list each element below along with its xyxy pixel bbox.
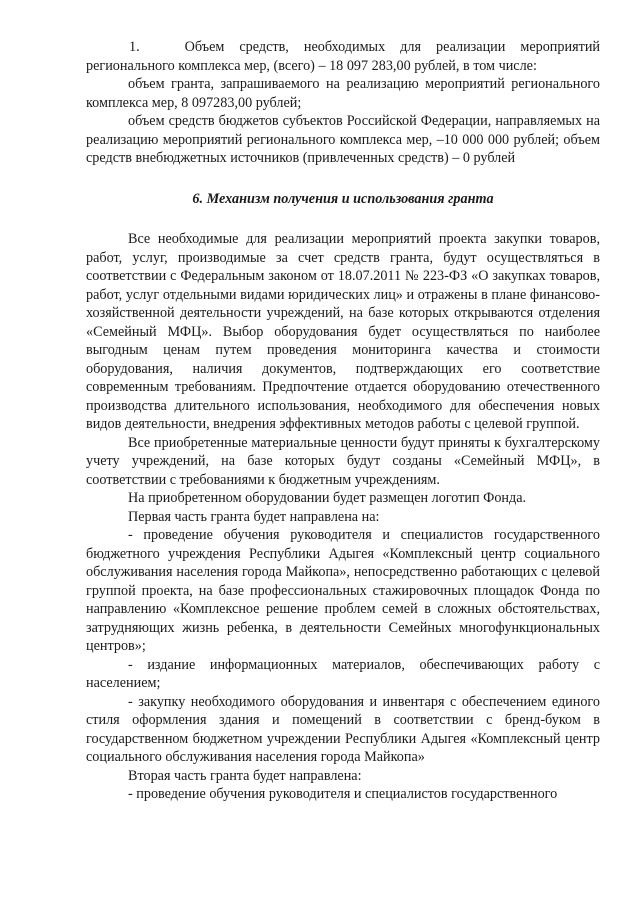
paragraph-logo: На приобретенном оборудовании будет размещен логотип Фонда. — [128, 490, 527, 506]
paragraph-training: - проведение обучения руководителя и специалистов государственного бюджетного учреждения Республики Адыгея «Комплексный центр социального обслуживания населения города Майкопа», непосредственно работающих с целевой группой проекта, на базе профессиональных стажировочных площадок Фонда по направлению «Комплексное решение проблем семей в сложных обстоятельствах, затрудняющих жизнь ребенка, в деятельности Семейных многофункциональных центров»; — [86, 527, 600, 654]
paragraph-procurement: Все необходимые для реализации мероприятий проекта закупки товаров, работ, услуг, производимые за счет средств гранта, будут осуществляться в соответствии с Федеральным законом от 18.07.2011 № 223-ФЗ «О закупках товаров, работ, услуг отдельными видами юридических лиц» и отражены в плане финансово-хозяйственной деятельности учреждений, на базе которых открываются отделения «Семейный МФЦ». Выбор оборудования будет осуществляться по наиболее выгодным ценам путем проведения мониторинга качества и стоимости оборудования, наличия документов, подтверждающих его соответствие современным требованиям. Предпочтение отдается оборудованию отечественного производства длительного использования, необходимого для обеспечения новых видов деятельности, внедрения эффективных методов работы с целевой группой. — [86, 231, 600, 432]
paragraph-accounting: Все приобретенные материальные ценности будут приняты к бухгалтерскому учету учреждений, на базе которых будут созданы «Семейный МФЦ», в соответствии с требованиями к бюджетным учреждениям. — [86, 434, 600, 488]
paragraph-total-funds: 1. Объем средств, необходимых для реализации мероприятий регионального комплекса мер, (всего) – 18 097 283,00 рублей, в том числе: — [86, 39, 600, 74]
paragraph-first-part: Первая часть гранта будет направлена на: — [128, 508, 380, 525]
paragraph-training-2: - проведение обучения руководителя и специалистов государственного — [128, 786, 558, 802]
paragraph-second-part: Вторая часть гранта будет направлена: — [128, 767, 362, 784]
section-heading: 6. Механизм получения и использования гранта — [192, 190, 494, 207]
document-body — [86, 38, 600, 804]
paragraph-budget-funds: объем средств бюджетов субъектов Российской Федерации, направляемых на реализацию мероприятий регионального комплекса мер, –10 000 000 рублей; объем средств внебюджетных источников (привлеченных средств) – 0 рублей — [86, 113, 600, 166]
paragraph-publishing: - издание информационных материалов, обеспечивающих работу с населением; — [86, 656, 600, 691]
paragraph-grant-amount: объем гранта, запрашиваемого на реализацию мероприятий регионального комплекса мер, 8 097283,00 рублей; — [86, 76, 600, 111]
paragraph-equipment: - закупку необходимого оборудования и инвентаря с обеспечением единого стиля оформления здания и помещений в соответствии с бренд-буком в государственном бюджетном учреждении Республики Адыгея «Комплексный центр социального обслуживания населения города Майкопа» — [86, 693, 600, 765]
